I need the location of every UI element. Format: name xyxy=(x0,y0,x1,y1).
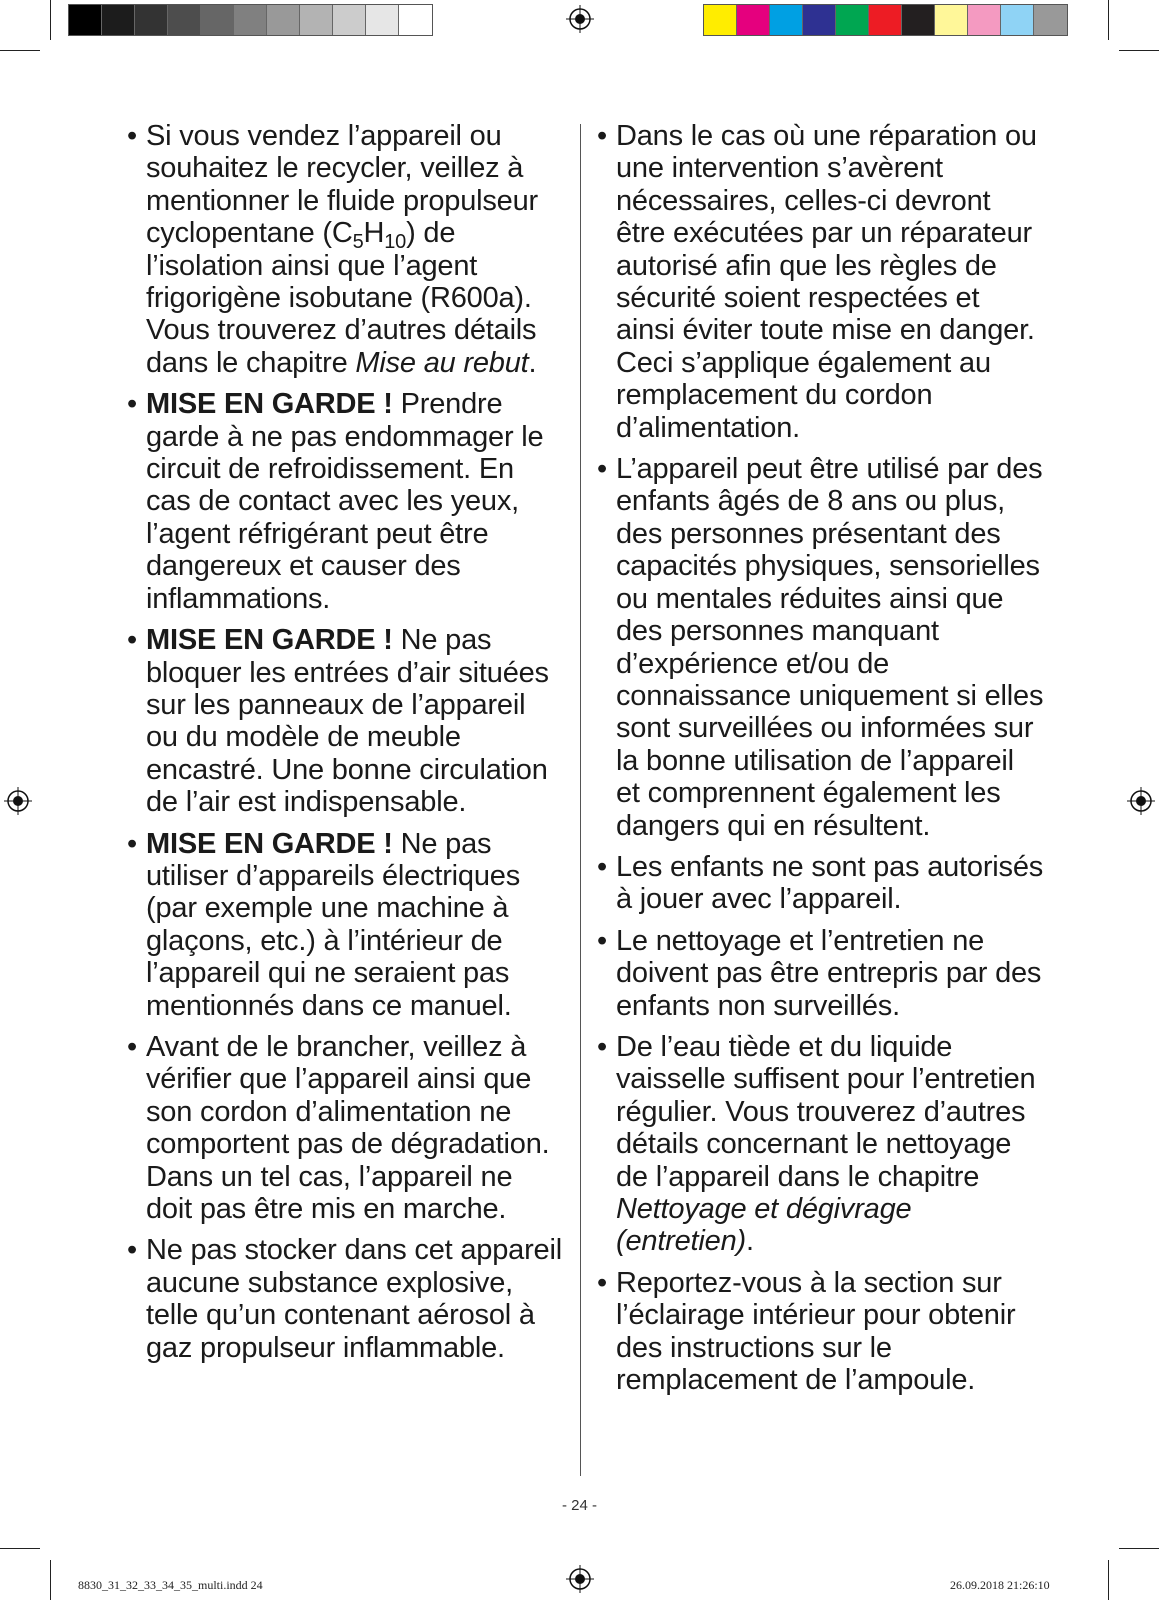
list-item xyxy=(124,624,564,818)
item-text: Ne pas bloquer les entrées d’air situées sur les panneaux de l’appareil ou du modèle de meuble encastré. Une bonne circulation de l’air est indispensable. xyxy=(146,624,549,819)
color-swatch xyxy=(704,5,737,35)
crop-mark xyxy=(1119,50,1159,51)
item-text: H xyxy=(363,217,385,250)
item-text: . xyxy=(745,1225,754,1258)
crop-mark xyxy=(1108,1560,1109,1600)
item-text: De l’eau tiède et du liquide vaisselle suffisent pour l’entretien régulier. Vous trouverez d’autres détails concernant le nettoyage de l’appareil dans le chapitre xyxy=(616,1030,1036,1193)
item-text: Ne pas stocker dans cet appareil aucune substance explosive, telle qu’un contenant aérosol à gaz propulseur inflammable. xyxy=(146,1234,562,1364)
color-swatch xyxy=(1001,5,1034,35)
list-item xyxy=(594,120,1044,444)
registration-mark-icon xyxy=(566,1565,594,1593)
column-divider xyxy=(580,124,581,1476)
color-swatch xyxy=(869,5,902,35)
color-swatch xyxy=(770,5,803,35)
item-text: Prendre garde à ne pas endommager le circuit de refroidissement. En cas de contact avec les yeux, l’agent réfrigérant peut être dangereux et causer des inflammations. xyxy=(146,388,544,615)
color-swatch xyxy=(1034,5,1067,35)
bullet: • xyxy=(597,453,607,486)
color-swatch xyxy=(935,5,968,35)
item-text: Les enfants ne sont pas autorisés à jouer avec l’appareil. xyxy=(616,850,1044,916)
color-swatch xyxy=(902,5,935,35)
item-text: Reportez-vous à la section sur l’éclairage intérieur pour obtenir des instructions sur le remplacement de l’ampoule. xyxy=(616,1266,1016,1397)
color-swatch xyxy=(300,5,333,35)
list-item xyxy=(124,388,564,615)
crop-mark xyxy=(50,0,51,40)
item-text: Ne pas utiliser d’appareils électriques (par exemple une machine à glaçons, etc.) à l’intérieur de l’appareil qui ne seraient pas mentionnés dans ce manuel. xyxy=(146,827,521,1022)
item-text: ) de l’isolation ainsi que l’agent frigorigène isobutane (R600a). Vous trouverez d’autres détails dans le chapitre xyxy=(146,217,537,379)
list-item xyxy=(124,1234,564,1364)
item-text: Dans le cas où une réparation ou une intervention s’avèrent nécessaires, celles-ci devront être exécutées par un réparateur autorisé afin que les règles de sécurité soient respectées et ainsi éviter toute mise en danger. Ceci s’applique également au remplacement du cordon d’alimentation. xyxy=(616,120,1037,444)
list-item xyxy=(594,925,1044,1022)
list-item xyxy=(124,1031,564,1225)
bullet: • xyxy=(597,120,607,152)
registration-mark-icon xyxy=(4,787,32,815)
item-text: L’appareil peut être utilisé par des enfants âgés de 8 ans ou plus, des personnes présentant des capacités physiques, sensorielles ou mentales réduites ainsi que des personnes manquant d’expérience et/ou de connaissance uniquement si elles sont surveillées ou informées sur la bonne utilisation de l’appareil et comprennent également les dangers qui en résultent. xyxy=(616,453,1044,842)
bullet: • xyxy=(597,850,607,883)
color-swatch xyxy=(803,5,836,35)
crop-mark xyxy=(0,1548,40,1549)
bullet: • xyxy=(127,1030,137,1063)
crop-mark xyxy=(1119,1548,1159,1549)
color-swatch xyxy=(201,5,234,35)
crop-mark xyxy=(50,1560,51,1600)
page-number: - 24 - xyxy=(561,1497,597,1514)
grayscale-color-bar xyxy=(68,4,433,36)
left-column xyxy=(124,120,564,1373)
registration-mark-icon xyxy=(566,5,594,33)
warning-label: MISE EN GARDE ! xyxy=(146,388,393,421)
item-text: Avant de le brancher, veillez à vérifier que l’appareil ainsi que son cordon d’alimentation ne comportent pas de dégradation. Dans un tel cas, l’appareil ne doit pas être mis en marche. xyxy=(146,1030,550,1225)
crop-mark xyxy=(1108,0,1109,40)
warning-label: MISE EN GARDE ! xyxy=(146,624,393,657)
list-item xyxy=(124,120,564,379)
bullet: • xyxy=(127,1234,137,1267)
chapter-reference: Mise au rebut xyxy=(355,346,529,379)
subscript: 5 xyxy=(352,231,364,254)
registration-mark-icon xyxy=(1127,787,1155,815)
process-color-bar xyxy=(703,4,1068,36)
color-swatch xyxy=(135,5,168,35)
bullet: • xyxy=(597,1266,607,1299)
slug-file-info: 8830_31_32_33_34_35_multi.indd 24 xyxy=(78,1578,263,1592)
list-item xyxy=(594,1267,1044,1397)
item-text: Le nettoyage et l’entretien ne doivent pas être entrepris par des enfants non surveillés. xyxy=(616,924,1042,1022)
bullet: • xyxy=(127,827,137,860)
list-item xyxy=(594,851,1044,916)
list-item xyxy=(594,1031,1044,1258)
color-swatch xyxy=(399,5,432,35)
color-swatch xyxy=(968,5,1001,35)
color-swatch xyxy=(737,5,770,35)
color-swatch xyxy=(836,5,869,35)
list-item xyxy=(594,453,1044,842)
bullet: • xyxy=(127,388,137,421)
crop-mark xyxy=(0,50,40,51)
color-swatch xyxy=(69,5,102,35)
bullet: • xyxy=(127,120,137,152)
right-column xyxy=(594,120,1044,1405)
item-text: Si vous vendez l’appareil ou souhaitez le recycler, veillez à mentionner le fluide propulseur cyclopentane (C xyxy=(146,120,538,250)
color-swatch xyxy=(234,5,267,35)
chapter-reference: Nettoyage et dégivrage (entretien) xyxy=(616,1193,912,1258)
subscript: 10 xyxy=(384,231,407,254)
color-swatch xyxy=(333,5,366,35)
color-swatch xyxy=(366,5,399,35)
color-swatch xyxy=(168,5,201,35)
bullet: • xyxy=(127,624,137,657)
list-item xyxy=(124,828,564,1022)
color-swatch xyxy=(267,5,300,35)
bullet: • xyxy=(597,1030,607,1063)
bullet: • xyxy=(597,924,607,957)
item-text: . xyxy=(528,346,537,379)
color-swatch xyxy=(102,5,135,35)
slug-timestamp: 26.09.2018 21:26:10 xyxy=(950,1578,1050,1592)
warning-label: MISE EN GARDE ! xyxy=(146,827,393,860)
